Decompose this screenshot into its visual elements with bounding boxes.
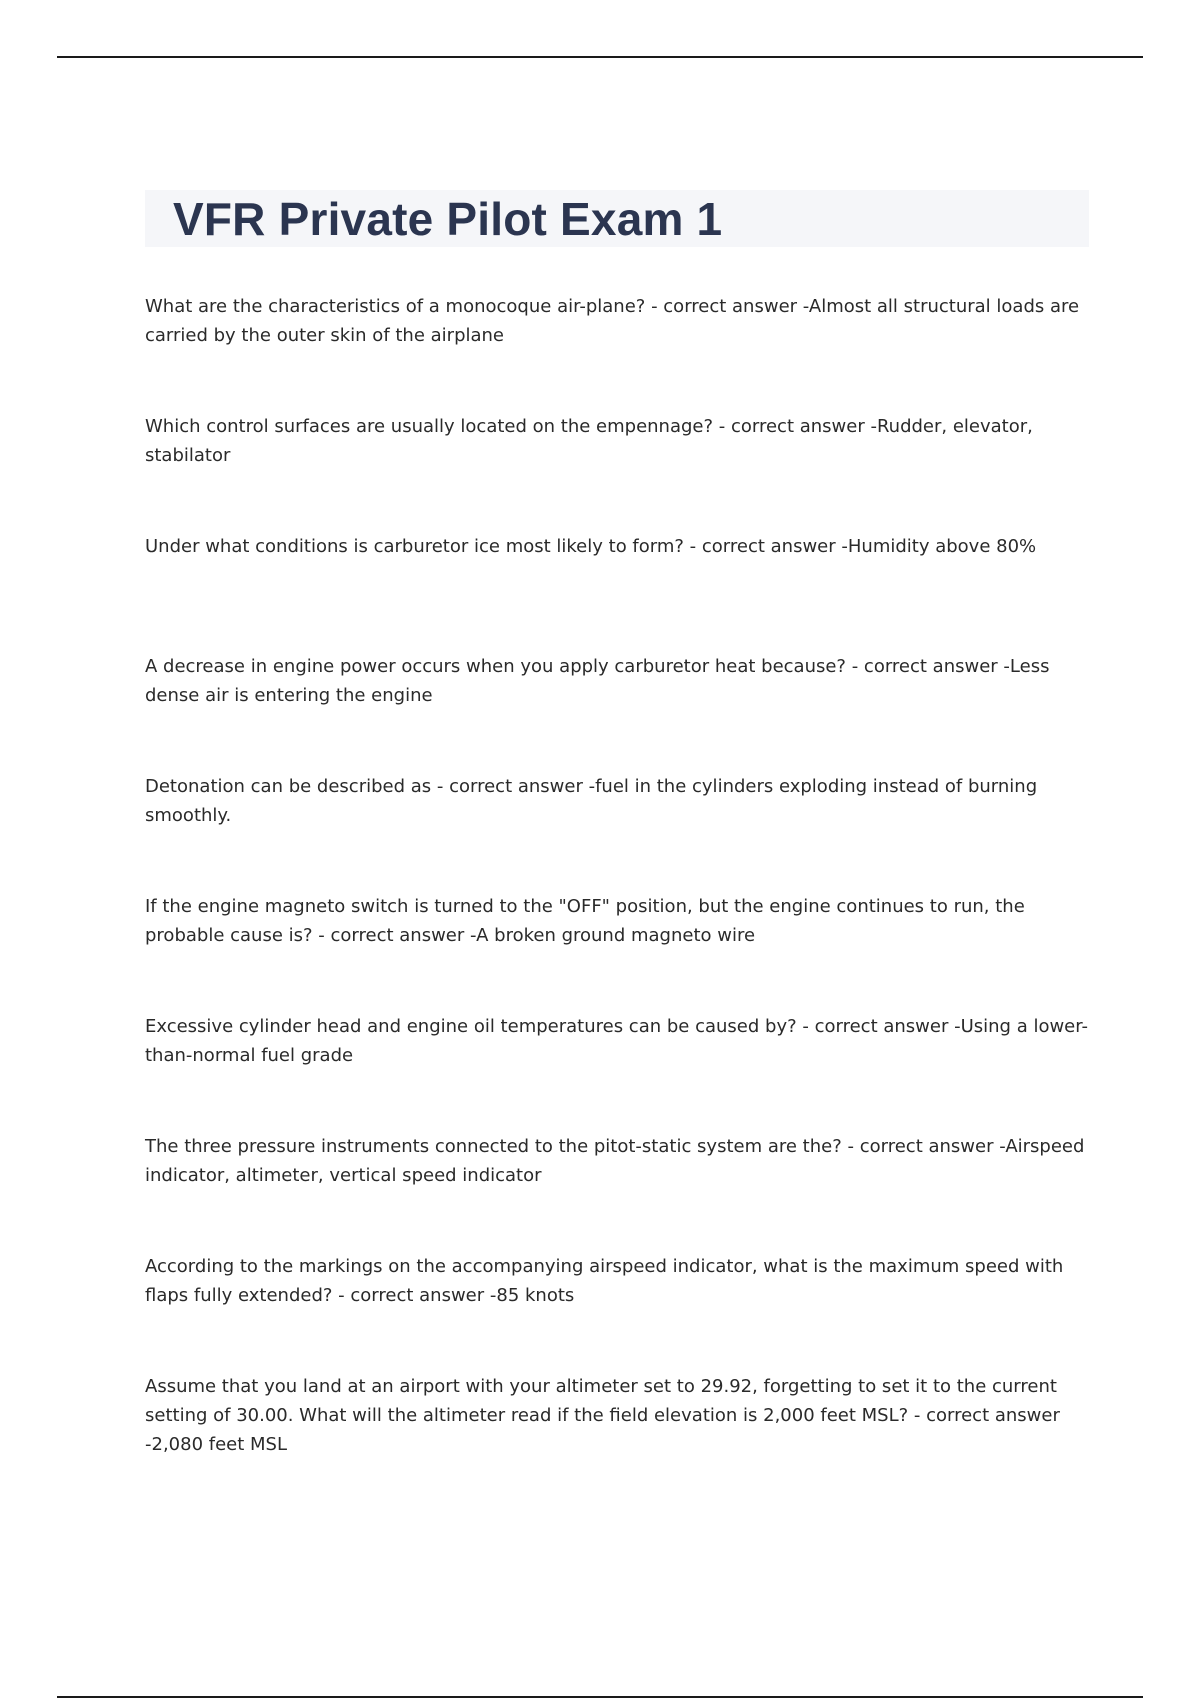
- qa-item-1: [145, 292, 1090, 350]
- answer-separator: - correct answer -: [332, 1285, 497, 1306]
- qa-item-6: [145, 892, 1090, 950]
- answer-separator: - correct answer -: [713, 416, 877, 437]
- answer-separator: - correct answer -: [841, 1136, 1006, 1157]
- title-banner: [145, 190, 1089, 247]
- answer-text: Almost all structural loads are carried by the outer skin of the airplane: [145, 296, 1080, 346]
- question-text: Excessive cylinder head and engine oil temperatures can be caused by?: [145, 1016, 797, 1037]
- top-rule: [57, 56, 1143, 58]
- answer-separator: - correct answer -: [796, 1016, 961, 1037]
- answer-text: 2,080 feet MSL: [151, 1434, 288, 1455]
- answer-separator: - correct answer -: [431, 776, 596, 797]
- qa-item-3: [145, 532, 1090, 561]
- qa-item-10: [145, 1372, 1090, 1459]
- qa-item-8: [145, 1132, 1090, 1190]
- question-text: The three pressure instruments connected to the pitot-static system are the?: [145, 1136, 842, 1157]
- question-text: Which control surfaces are usually located on the empennage?: [145, 416, 714, 437]
- qa-item-7: [145, 1012, 1090, 1070]
- question-text: Detonation can be described as: [145, 776, 432, 797]
- answer-text: A broken ground magneto wire: [476, 925, 756, 946]
- qa-list: [145, 292, 1090, 1521]
- answer-text: Less dense air is entering the engine: [145, 656, 1050, 706]
- qa-item-2: [145, 412, 1090, 470]
- answer-text: fuel in the cylinders exploding instead of burning smoothly.: [145, 776, 1038, 826]
- answer-separator: - correct answer -: [683, 536, 848, 557]
- qa-item-4: [145, 652, 1090, 710]
- question-text: What are the characteristics of a monocoque air-plane?: [145, 296, 646, 317]
- qa-item-9: [145, 1252, 1090, 1310]
- question-text: Assume that you land at an airport with your altimeter set to 29.92, forgetting to set it to the current setting of 30.00. What will the altimeter read if the field elevation is 2,000 feet MSL?: [145, 1376, 1057, 1426]
- question-text: Under what conditions is carburetor ice most likely to form?: [145, 536, 684, 557]
- answer-text: Using a lower-than-normal fuel grade: [145, 1016, 1088, 1066]
- answer-separator: - correct answer -: [645, 296, 809, 317]
- answer-separator: - correct answer -: [145, 1405, 1060, 1455]
- answer-text: 85 knots: [496, 1285, 575, 1306]
- answer-text: Rudder, elevator, stabilator: [145, 416, 1033, 466]
- answer-separator: - correct answer -: [312, 925, 477, 946]
- question-text: If the engine magneto switch is turned to the "OFF" position, but the engine continues to run, the probable cause is?: [145, 896, 1025, 946]
- bottom-rule: [57, 1696, 1143, 1698]
- question-text: A decrease in engine power occurs when you apply carburetor heat because?: [145, 656, 846, 677]
- answer-text: Airspeed indicator, altimeter, vertical speed indicator: [145, 1136, 1085, 1186]
- document-title: VFR Private Pilot Exam 1: [173, 193, 723, 245]
- answer-separator: - correct answer -: [845, 656, 1010, 677]
- qa-item-5: [145, 772, 1090, 830]
- answer-text: Humidity above 80%: [847, 536, 1037, 557]
- question-text: According to the markings on the accompanying airspeed indicator, what is the maximum speed with flaps fully extended?: [145, 1256, 1064, 1306]
